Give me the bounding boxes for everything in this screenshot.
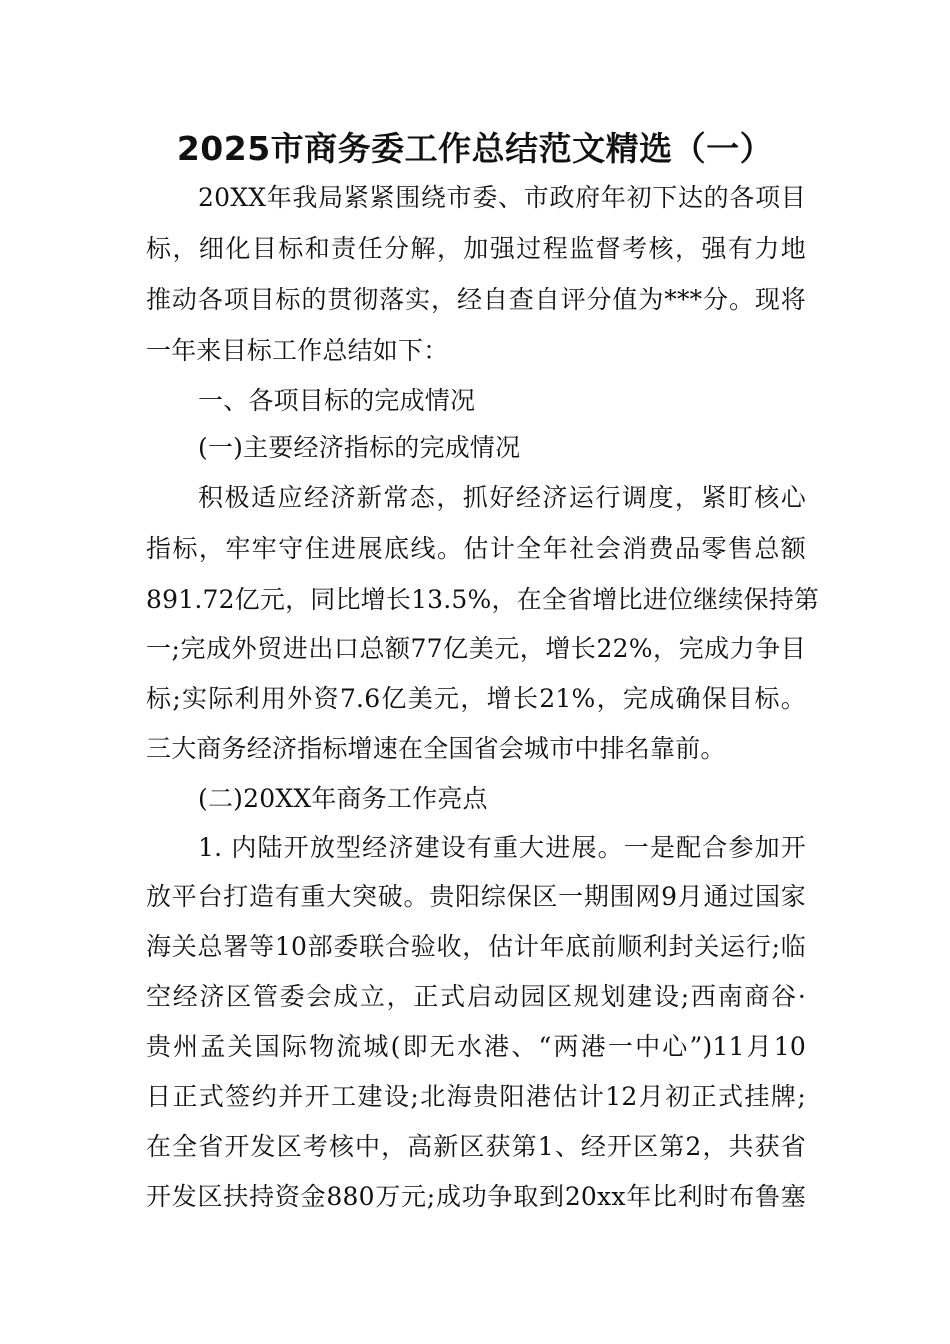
subsection-heading: (一)主要经济指标的完成情况 bbox=[198, 433, 521, 462]
paragraph-line: 891.72亿元，同比增长13.5%，在全省增比进位继续保持第 bbox=[146, 585, 820, 614]
paragraph-line: 标;实际利用外资7.6亿美元，增长21%，完成确保目标。 bbox=[146, 684, 806, 713]
paragraph-line: 一;完成外贸进出口总额77亿美元，增长22%，完成力争目 bbox=[146, 634, 806, 663]
paragraph-line: 在全省开发区考核中，高新区获第1、经开区第2，共获省 bbox=[146, 1132, 806, 1161]
paragraph-line: 一年来目标工作总结如下： bbox=[146, 336, 449, 365]
section-heading: 一、各项目标的完成情况 bbox=[198, 386, 476, 415]
paragraph-line: 贵州孟关国际物流城(即无水港、“两港一中心”)11月10 bbox=[146, 1032, 806, 1061]
paragraph-line: 推动各项目标的贯彻落实，经自查自评分值为***分。现将 bbox=[146, 285, 806, 314]
paragraph-line: 三大商务经济指标增速在全国省会城市中排名靠前。 bbox=[146, 734, 726, 763]
paragraph-line: 20XX年我局紧紧围绕市委、市政府年初下达的各项目 bbox=[198, 183, 806, 212]
subsection-heading: (二)20XX年商务工作亮点 bbox=[198, 784, 488, 813]
paragraph-line: 标，细化目标和责任分解，加强过程监督考核，强有力地 bbox=[146, 234, 806, 263]
paragraph-line: 日正式签约并开工建设;北海贵阳港估计12月初正式挂牌; bbox=[146, 1082, 806, 1111]
paragraph-line: 指标，牢牢守住进展底线。估计全年社会消费品零售总额 bbox=[146, 534, 806, 563]
paragraph-line: 积极适应经济新常态，抓好经济运行调度，紧盯核心 bbox=[198, 483, 806, 512]
paragraph-line: 开发区扶持资金880万元;成功争取到20xx年比利时布鲁塞 bbox=[146, 1182, 806, 1211]
paragraph-line: 1. 内陆开放型经济建设有重大进展。一是配合参加开 bbox=[198, 833, 806, 862]
paragraph-line: 海关总署等10部委联合验收，估计年底前顺利封关运行;临 bbox=[146, 932, 806, 961]
paragraph-line: 空经济区管委会成立，正式启动园区规划建设;西南商谷· bbox=[146, 982, 806, 1011]
paragraph-line: 放平台打造有重大突破。贵阳综保区一期围网9月通过国家 bbox=[146, 882, 806, 911]
document-title: 2025市商务委工作总结范文精选（一） bbox=[176, 129, 774, 168]
